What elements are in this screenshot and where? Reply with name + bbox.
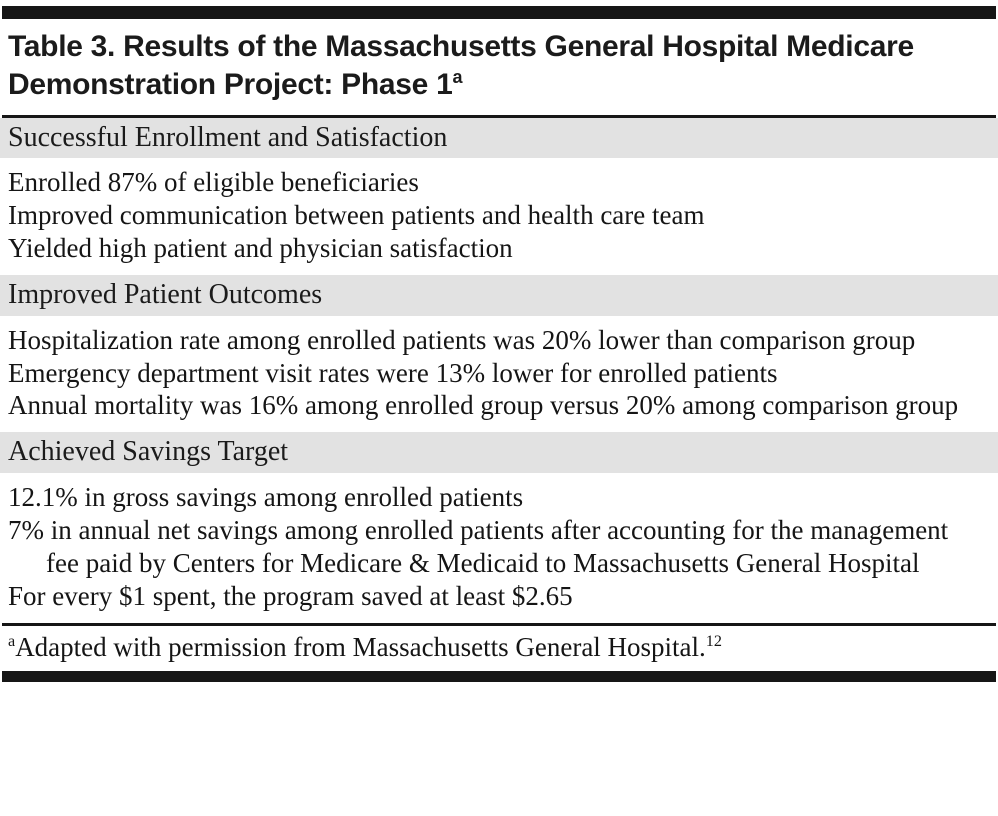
footnote-reference: 12 [705,631,722,650]
section-body-savings [0,473,998,623]
section-header-enrollment: Successful Enrollment and Satisfaction [0,118,998,159]
table-row: For every $1 spent, the program saved at least $2.65 [8,580,573,611]
table-row: Improved communication between patients and health care team [8,200,705,231]
section-header-savings: Achieved Savings Target [0,432,998,473]
footnote [0,631,998,665]
footnote-divider [2,623,996,626]
table-title-text: Table 3. Results of the Massachusetts General Hospital Medicare Demonstration Project: Phase 1 [8,30,914,101]
bottom-rule [2,671,996,682]
section-body-outcomes [0,316,998,433]
table-row: Enrolled 87% of eligible beneficiaries [8,167,419,198]
table-row: Hospitalization rate among enrolled patients was 20% lower than comparison group [8,324,916,355]
table-figure [0,6,998,682]
table-row: 12.1% in gross savings among enrolled patients [8,482,524,512]
table-title [0,28,998,104]
section-body-enrollment [0,158,998,275]
table-row: 7% in annual net savings among enrolled patients after accounting for the management fee paid by Centers for Medicare & Medicaid to Massachusetts General Hospital [8,514,949,578]
footnote-text: Adapted with permission from Massachusetts General Hospital. [15,631,706,662]
footnote-marker: a [8,631,16,650]
section-header-outcomes: Improved Patient Outcomes [0,275,998,316]
table-row: Emergency department visit rates were 13% lower for enrolled patients [8,357,778,388]
table-title-superscript: a [452,66,463,87]
table-row: Yielded high patient and physician satisfaction [8,233,513,264]
table-row: Annual mortality was 16% among enrolled group versus 20% among comparison group [8,390,959,421]
top-rule [2,6,996,19]
